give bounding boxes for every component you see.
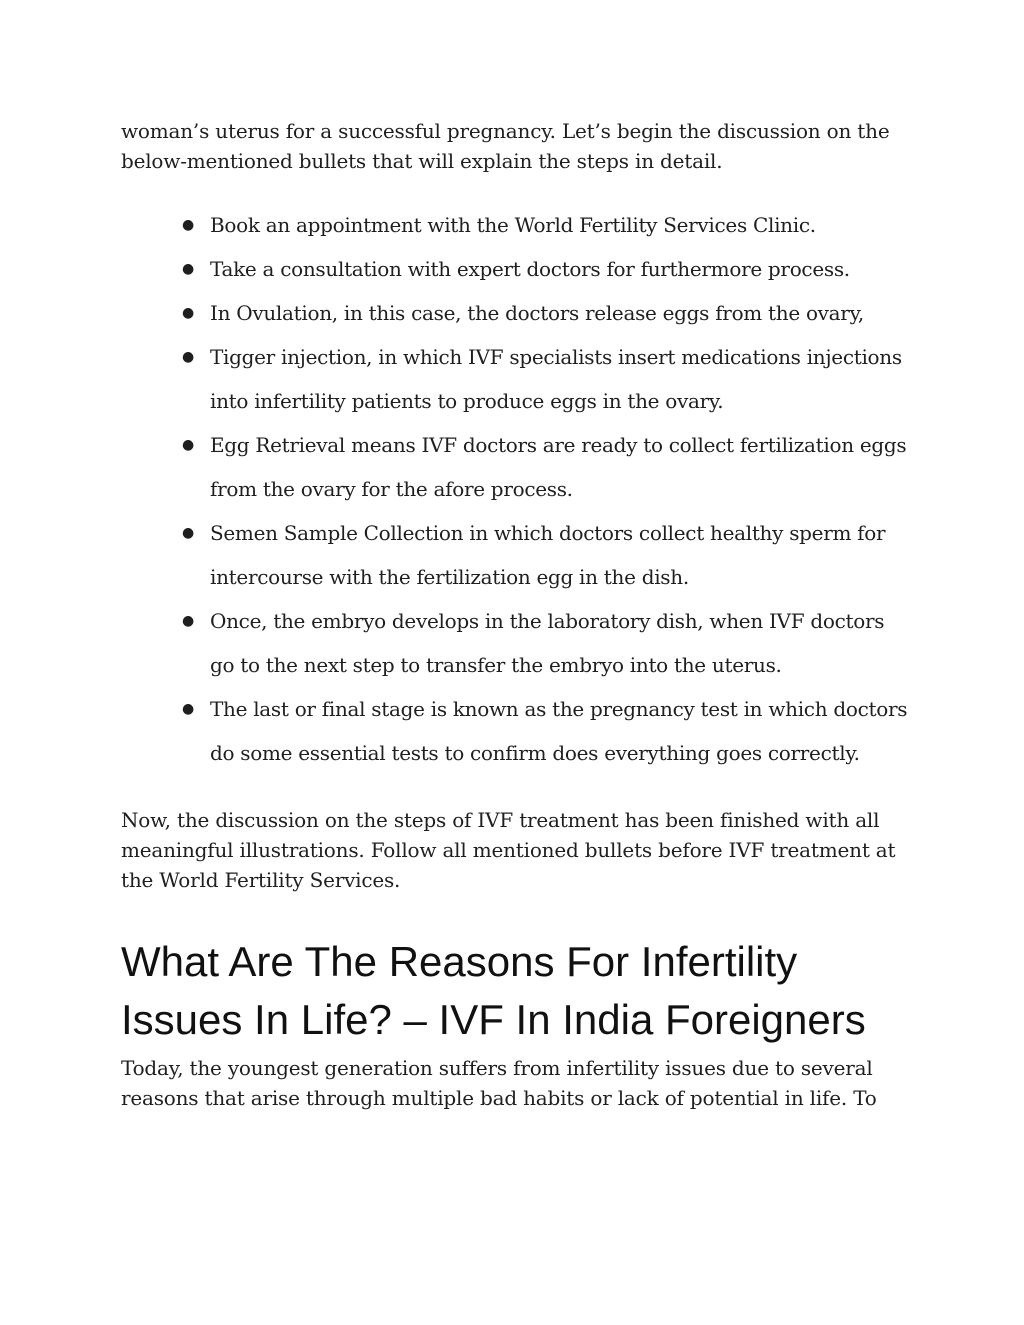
- bullet-icon: ●: [182, 613, 194, 629]
- bullet-icon: ●: [182, 525, 194, 541]
- bullet-icon: ●: [182, 437, 194, 453]
- bullet-icon: ●: [182, 261, 194, 277]
- bullet-icon: ●: [182, 217, 194, 233]
- list-item: [182, 247, 911, 291]
- list-item-text: Book an appointment with the World Fertility Services Clinic.: [210, 213, 816, 237]
- intro-paragraph: woman’s uterus for a successful pregnancy. Let’s begin the discussion on the below-mentioned bullets that will explain the steps in detail.: [121, 119, 890, 173]
- list-item: [182, 291, 911, 335]
- list-item-text: Tigger injection, in which IVF specialists insert medications injections into infertility patients to produce eggs in the ovary.: [210, 345, 902, 413]
- bullet-icon: ●: [182, 305, 194, 321]
- list-item: [182, 599, 911, 687]
- list-item: [182, 511, 911, 599]
- list-item: [182, 687, 911, 775]
- list-item: [182, 203, 911, 247]
- list-item: [182, 423, 911, 511]
- closing-paragraph: Today, the youngest generation suffers from infertility issues due to several reasons that arise through multiple bad habits or lack of potential in life. To: [121, 1056, 877, 1110]
- list-item-text: Once, the embryo develops in the laboratory dish, when IVF doctors go to the next step to transfer the embryo into the uterus.: [210, 609, 885, 677]
- section-heading: What Are The Reasons For Infertility Issues In Life? – IVF In India Foreigners: [121, 938, 866, 1043]
- list-item-text: Semen Sample Collection in which doctors collect healthy sperm for intercourse with the fertilization egg in the dish.: [210, 521, 886, 589]
- summary-paragraph: Now, the discussion on the steps of IVF treatment has been finished with all meaningful illustrations. Follow all mentioned bullets before IVF treatment at the World Fertility Services.: [121, 808, 896, 892]
- document-page: [121, 116, 911, 1113]
- steps-list: [121, 203, 911, 775]
- list-item: [182, 335, 911, 423]
- list-item-text: Egg Retrieval means IVF doctors are ready to collect fertilization eggs from the ovary for the afore process.: [210, 433, 907, 501]
- bullet-icon: ●: [182, 701, 194, 717]
- list-item-text: Take a consultation with expert doctors for furthermore process.: [210, 257, 850, 281]
- list-item-text: The last or final stage is known as the pregnancy test in which doctors do some essential tests to confirm does everything goes correctly.: [210, 697, 908, 765]
- bullet-icon: ●: [182, 349, 194, 365]
- list-item-text: In Ovulation, in this case, the doctors release eggs from the ovary,: [210, 301, 864, 325]
